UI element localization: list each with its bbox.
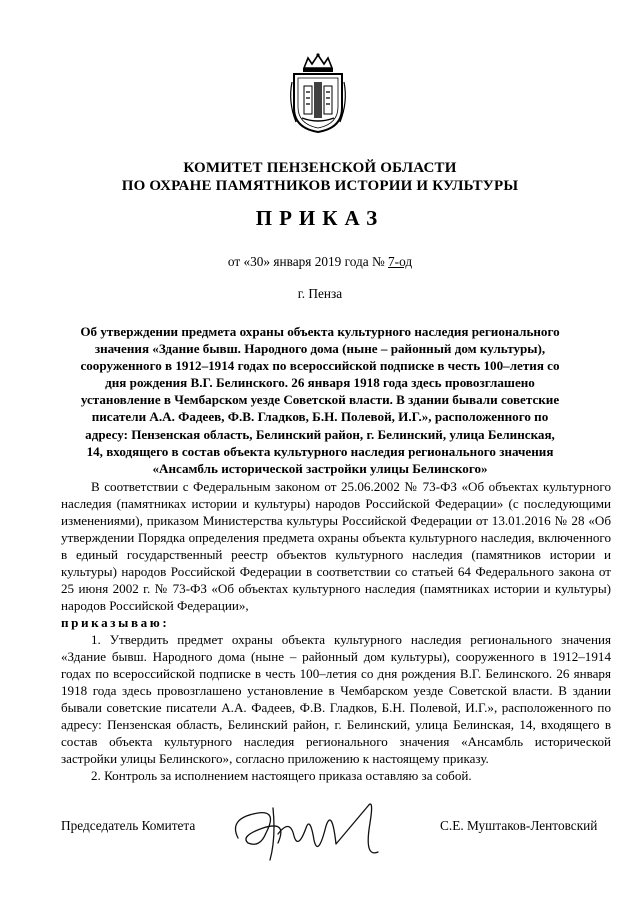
order-word — [61, 614, 611, 631]
order-item-2: 2. Контроль за исполнением настоящего приказа оставляю за собой. — [91, 768, 472, 783]
document-title: Об утверждении предмета охраны объекта культурного наследия регионального значения «Здание бывш. Народного дома (ныне – районный дом культуры), сооруженного в 1912–1914 годах по всероссийской подписке в честь 100–летия со дня рождения В.Г. Белинского. 26 января 1918 года здесь провозглашено установление в Чембарском уезде Советской власти. В здании бывали советские писатели А.А. Фадеев, Ф.В. Гладков, Б.Н. Полевой, И.Г.», расположенного по адресу: Пензенская область, Белинский район, г. Белинский, улица Белинская, 14, входящего в состав объекта культурного наследия регионального значения «Ансамбль исторической застройки улицы Белинского» — [80, 324, 560, 476]
order-item-1: 1. Утвердить предмет охраны объекта культурного наследия регионального значения «Здание бывш. Народного дома (ныне – районный дом культуры), сооруженного в 1912–1914 годах по всероссийской подписке в честь 100–летия со дня рождения В.Г. Белинского. 26 января 1918 года здесь провозглашено установление в Чембарском уезде Советской власти. В здании бывали советские писатели А.А. Фадеев, Ф.В. Гладков, Б.Н. Полевой, И.Г.», расположенного по адресу: Пензенская область, Белинский район, г. Белинский, улица Белинская, 14, входящего в состав объекта культурного наследия регионального значения «Ансамбль исторической застройки улицы Белинского», согласно приложению к настоящему приказу. — [61, 632, 611, 766]
date-text: от «30» января 2019 года № — [227, 254, 389, 269]
organization-name-line2: ПО ОХРАНЕ ПАМЯТНИКОВ ИСТОРИИ И КУЛЬТУРЫ — [121, 178, 519, 194]
handwritten-signature — [218, 788, 438, 868]
organization-name-line1: КОМИТЕТ ПЕНЗЕНСКОЙ ОБЛАСТИ — [183, 160, 457, 176]
document-city: г. Пенза — [297, 286, 343, 301]
document-type: ПРИКАЗ — [255, 206, 385, 230]
signatory-name: С.Е. Муштаков-Лентовский — [440, 818, 598, 833]
document-number: 7-од — [388, 254, 413, 269]
preamble-paragraph: В соответствии с Федеральным законом от 25.06.2002 № 73-ФЗ «Об объектах культурного наследия (памятниках истории и культуры) народов Российской Федерации» (с последующими изменениями), приказом Министерства культуры Российской Федерации от 13.01.2016 № 28 «Об утверждении Порядка определения предмета охраны объекта культурного наследия, включенного в единый государственный реестр объектов культурного наследия (памятников истории и культуры) народов Российской Федерации в соответствии со статьей 64 Федерального закона от 25 июня 2002 г. № 73-ФЗ «Об объектах культурного наследия (памятниках истории и культуры) народов Российской Федерации», — [61, 479, 611, 613]
document-date — [0, 254, 640, 270]
order-word-text: приказываю: — [61, 615, 170, 630]
penza-region-coat-of-arms-icon — [286, 52, 350, 134]
document-body — [61, 478, 611, 784]
signatory-position: Председатель Комитета — [61, 818, 196, 833]
